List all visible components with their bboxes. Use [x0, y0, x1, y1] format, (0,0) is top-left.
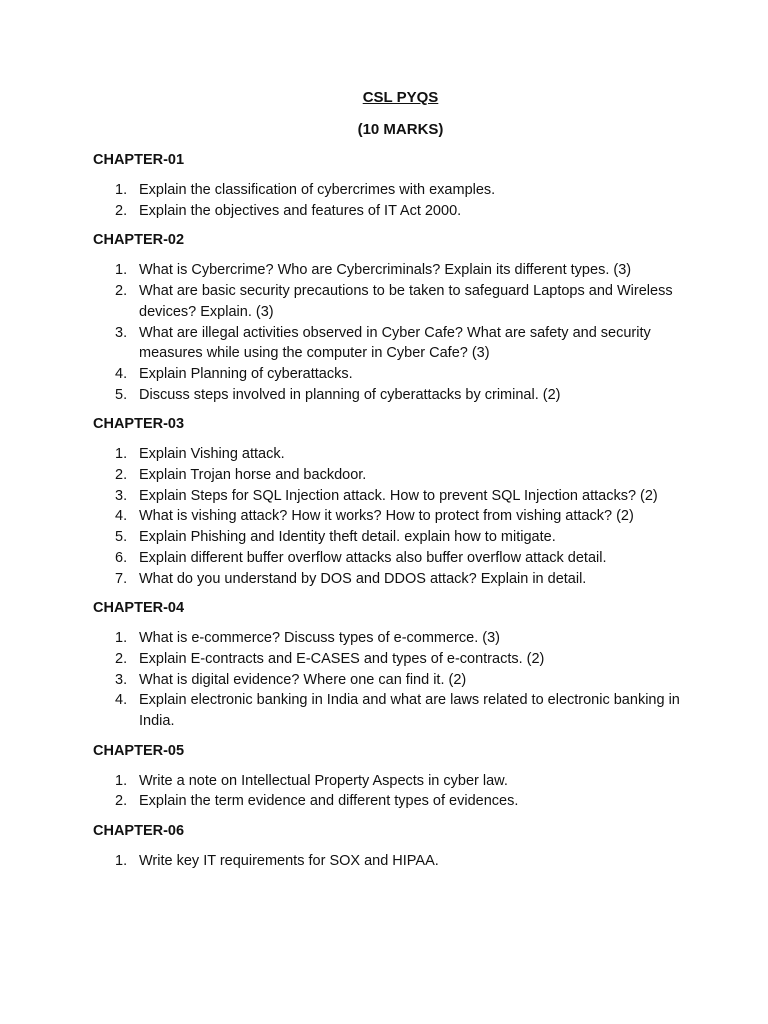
- question-text: Explain Trojan horse and backdoor.: [139, 467, 367, 484]
- list-item: [93, 281, 708, 322]
- question-text: Explain E-contracts and E-CASES and types of e-contracts. (2): [139, 650, 545, 667]
- chapter-heading: CHAPTER-06: [93, 823, 185, 840]
- list-item: [93, 323, 708, 364]
- question-text: Explain Vishing attack.: [139, 446, 285, 463]
- chapter-section: [93, 821, 708, 872]
- question-text: Explain Steps for SQL Injection attack. How to prevent SQL Injection attacks? (2): [139, 487, 658, 504]
- question-number: 6.: [115, 549, 128, 566]
- list-item: [93, 260, 708, 281]
- list-item: [93, 851, 708, 872]
- question-text: What are illegal activities observed in Cyber Cafe? What are safety and security measures while using the computer in Cyber Cafe? (3): [139, 324, 651, 362]
- question-text: Write a note on Intellectual Property Aspects in cyber law.: [139, 772, 508, 789]
- question-text: Explain electronic banking in India and what are laws related to electronic banking in India.: [139, 692, 680, 730]
- question-number: 7.: [115, 570, 128, 587]
- list-item: [93, 628, 708, 649]
- document-title: CSL PYQS: [362, 89, 439, 106]
- question-number: 5.: [115, 386, 128, 403]
- question-number: 3.: [115, 487, 128, 504]
- chapter-heading: CHAPTER-02: [93, 232, 185, 249]
- question-number: 1.: [115, 182, 128, 198]
- question-text: Write key IT requirements for SOX and HIPAA.: [139, 853, 439, 870]
- list-item: [93, 180, 708, 201]
- question-number: 1.: [115, 262, 128, 279]
- list-item: [93, 201, 708, 222]
- question-number: 1.: [115, 630, 128, 647]
- question-list: [93, 771, 708, 812]
- question-number: 1.: [115, 853, 128, 870]
- list-item: [93, 791, 708, 812]
- question-text: Explain Phishing and Identity theft detail. explain how to mitigate.: [139, 529, 556, 546]
- question-list: [93, 444, 708, 589]
- question-text: Explain the term evidence and different types of evidences.: [139, 793, 519, 810]
- question-number: 4.: [115, 365, 128, 382]
- question-text: Explain the objectives and features of IT Act 2000.: [139, 202, 462, 219]
- question-number: 2.: [115, 793, 128, 810]
- chapter-section: [93, 741, 708, 812]
- question-text: Explain the classification of cybercrimes with examples.: [139, 182, 496, 198]
- question-number: 1.: [115, 446, 128, 463]
- question-text: What is vishing attack? How it works? How to protect from vishing attack? (2): [139, 508, 634, 525]
- list-item: [93, 506, 708, 527]
- list-item: [93, 364, 708, 385]
- question-text: What is Cybercrime? Who are Cybercriminals? Explain its different types. (3): [139, 262, 632, 279]
- question-number: 2.: [115, 467, 128, 484]
- list-item: [93, 444, 708, 465]
- question-list: [93, 180, 708, 221]
- question-text: What are basic security precautions to be taken to safeguard Laptops and Wireless devices? Explain. (3): [139, 283, 673, 320]
- question-number: 1.: [115, 772, 128, 789]
- question-number: 5.: [115, 529, 128, 546]
- chapter-section: [93, 598, 708, 732]
- list-item: [93, 670, 708, 691]
- question-number: 3.: [115, 324, 128, 341]
- document-subtitle: (10 MARKS): [357, 121, 444, 138]
- list-item: [93, 649, 708, 670]
- list-item: [93, 569, 708, 590]
- list-item: [93, 465, 708, 486]
- list-item: [93, 527, 708, 548]
- list-item: [93, 385, 708, 406]
- question-text: Explain different buffer overflow attacks also buffer overflow attack detail.: [139, 549, 607, 566]
- question-text: What is e-commerce? Discuss types of e-commerce. (3): [139, 630, 500, 647]
- question-number: 2.: [115, 283, 128, 300]
- list-item: [93, 486, 708, 507]
- question-list: [93, 260, 708, 405]
- question-text: Discuss steps involved in planning of cyberattacks by criminal. (2): [139, 386, 561, 403]
- list-item: [93, 548, 708, 569]
- question-text: What is digital evidence? Where one can find it. (2): [139, 671, 467, 688]
- chapter-section: [93, 150, 708, 221]
- chapter-section: [93, 230, 708, 405]
- question-number: 4.: [115, 508, 128, 525]
- list-item: [93, 690, 708, 731]
- question-number: 4.: [115, 692, 128, 709]
- question-text: What do you understand by DOS and DDOS attack? Explain in detail.: [139, 570, 587, 587]
- chapter-heading: CHAPTER-01: [93, 152, 185, 168]
- chapter-section: [93, 414, 708, 589]
- question-list: [93, 851, 708, 872]
- question-number: 2.: [115, 202, 128, 219]
- question-number: 2.: [115, 650, 128, 667]
- chapter-heading: CHAPTER-05: [93, 742, 185, 759]
- question-number: 3.: [115, 671, 128, 688]
- chapter-heading: CHAPTER-03: [93, 416, 185, 433]
- question-list: [93, 628, 708, 732]
- question-text: Explain Planning of cyberattacks.: [139, 365, 353, 382]
- list-item: [93, 771, 708, 792]
- chapter-heading: CHAPTER-04: [93, 600, 185, 617]
